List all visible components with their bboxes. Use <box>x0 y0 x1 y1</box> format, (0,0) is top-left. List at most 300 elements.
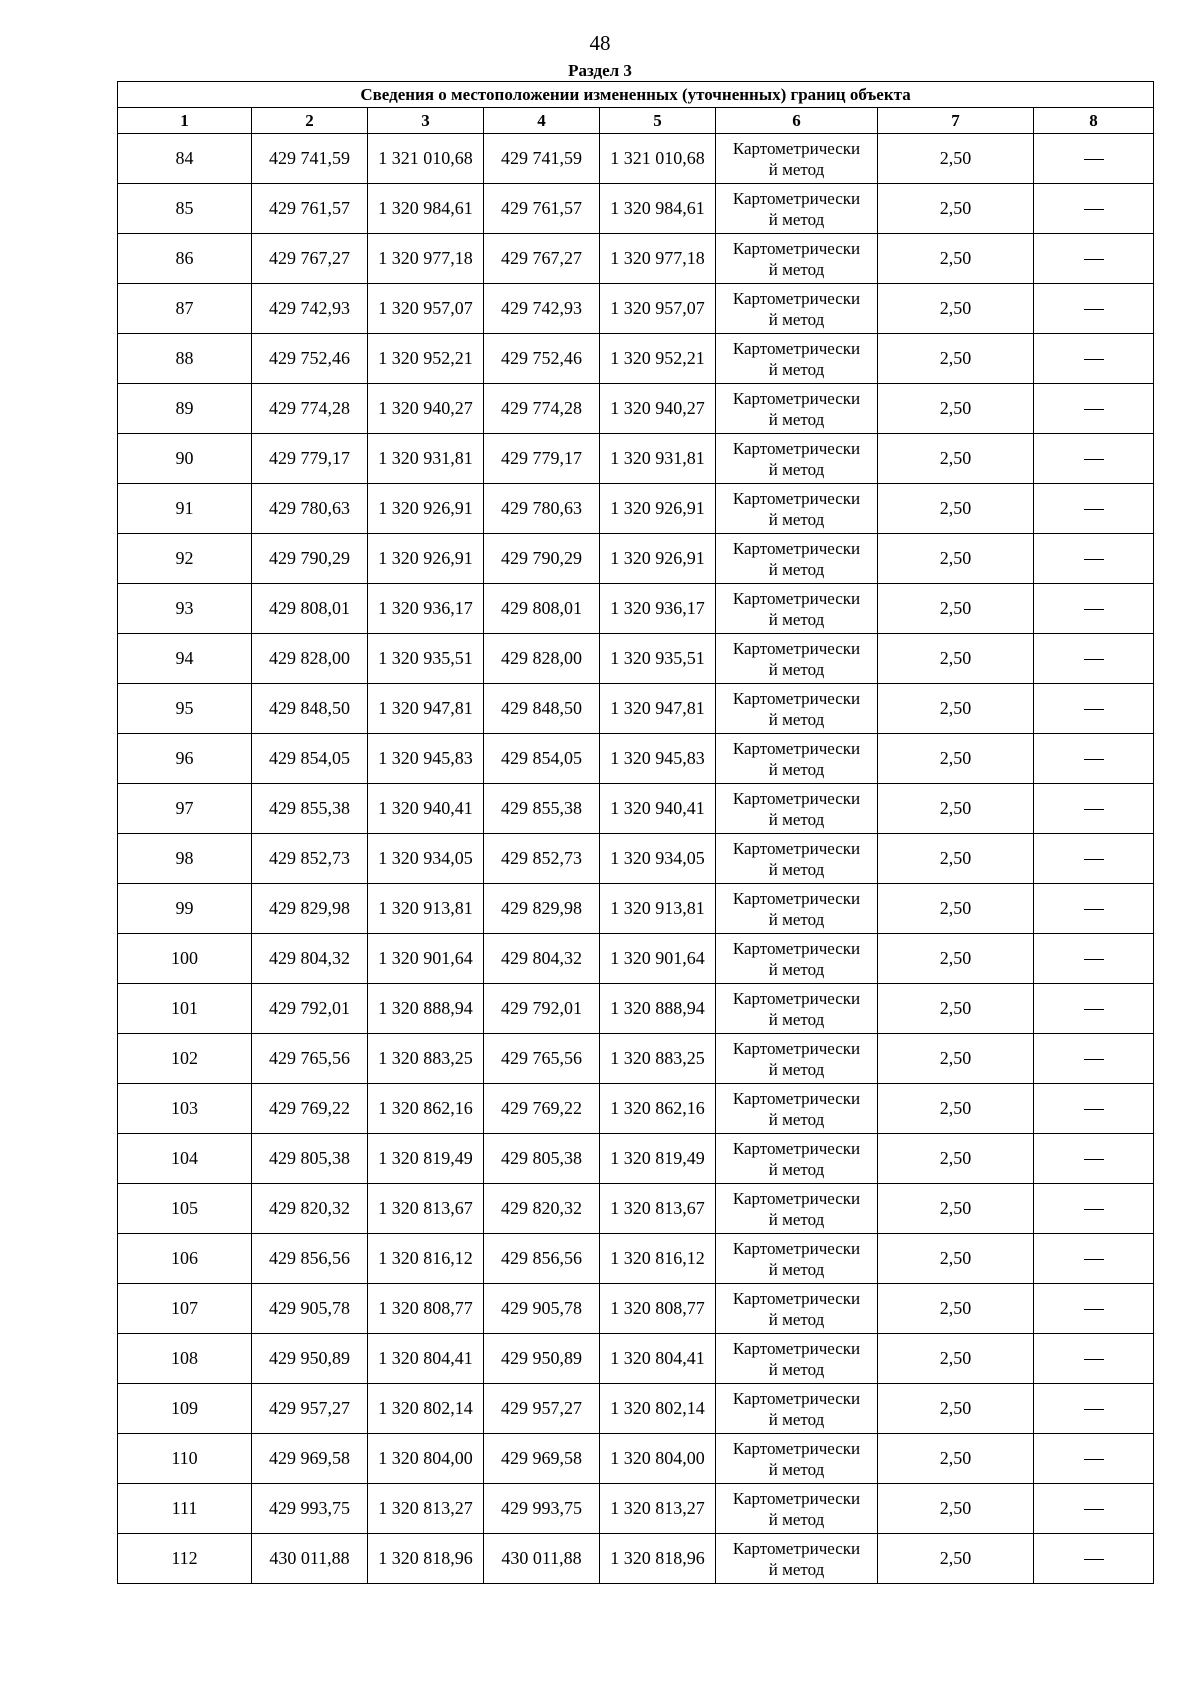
method-text: Картометрически <box>732 1438 861 1458</box>
accuracy-cell: 2,50 <box>878 434 1034 484</box>
x-new-cell: 429 856,56 <box>484 1234 600 1284</box>
method-text: й метод <box>768 309 825 329</box>
dash-mark <box>1084 159 1104 160</box>
x-existing-cell: 429 804,32 <box>252 934 368 984</box>
x-existing-cell: 429 752,46 <box>252 334 368 384</box>
y-existing-cell: 1 320 947,81 <box>368 684 484 734</box>
dash-mark <box>1084 1009 1104 1010</box>
section-title: Раздел 3 <box>568 61 632 80</box>
table-row <box>118 134 1154 184</box>
method-cell <box>716 484 878 534</box>
method-text: Картометрически <box>732 188 861 208</box>
dash-mark <box>1084 859 1104 860</box>
x-new-cell: 429 969,58 <box>484 1434 600 1484</box>
accuracy-cell: 2,50 <box>878 584 1034 634</box>
y-new-cell: 1 320 813,67 <box>600 1184 716 1234</box>
x-existing-cell: 429 780,63 <box>252 484 368 534</box>
x-new-cell: 429 828,00 <box>484 634 600 684</box>
x-new-cell: 429 905,78 <box>484 1284 600 1334</box>
method-text: Картометрически <box>732 1088 861 1108</box>
y-new-cell: 1 320 947,81 <box>600 684 716 734</box>
description-cell <box>1034 584 1154 634</box>
accuracy-cell: 2,50 <box>878 934 1034 984</box>
description-cell <box>1034 334 1154 384</box>
y-new-cell: 1 320 957,07 <box>600 284 716 334</box>
y-existing-cell: 1 320 935,51 <box>368 634 484 684</box>
accuracy-cell: 2,50 <box>878 1234 1034 1284</box>
column-number: 8 <box>1034 108 1154 134</box>
boundary-coordinates-table <box>117 81 1154 1584</box>
table-row <box>118 584 1154 634</box>
accuracy-cell: 2,50 <box>878 784 1034 834</box>
method-text: й метод <box>768 759 825 779</box>
method-text: Картометрически <box>732 138 861 158</box>
x-existing-cell: 429 820,32 <box>252 1184 368 1234</box>
accuracy-cell: 2,50 <box>878 134 1034 184</box>
y-existing-cell: 1 320 819,49 <box>368 1134 484 1184</box>
method-text: Картометрически <box>732 1238 861 1258</box>
method-text: й метод <box>768 909 825 929</box>
y-new-cell: 1 320 936,17 <box>600 584 716 634</box>
accuracy-cell: 2,50 <box>878 534 1034 584</box>
description-cell <box>1034 384 1154 434</box>
table-row <box>118 1234 1154 1284</box>
table-row <box>118 1134 1154 1184</box>
method-text: й метод <box>768 1409 825 1429</box>
x-existing-cell: 429 792,01 <box>252 984 368 1034</box>
x-existing-cell: 429 779,17 <box>252 434 368 484</box>
method-text: й метод <box>768 1059 825 1079</box>
accuracy-cell: 2,50 <box>878 1334 1034 1384</box>
method-cell <box>716 534 878 584</box>
x-existing-cell: 429 854,05 <box>252 734 368 784</box>
accuracy-cell: 2,50 <box>878 1284 1034 1334</box>
method-text: й метод <box>768 959 825 979</box>
accuracy-cell: 2,50 <box>878 884 1034 934</box>
x-existing-cell: 429 742,93 <box>252 284 368 334</box>
dash-mark <box>1084 1409 1104 1410</box>
point-number-cell: 106 <box>118 1234 252 1284</box>
dash-mark <box>1084 309 1104 310</box>
table-row <box>118 1384 1154 1434</box>
y-existing-cell: 1 320 952,21 <box>368 334 484 384</box>
method-text: Картометрически <box>732 688 861 708</box>
point-number-cell: 84 <box>118 134 252 184</box>
x-existing-cell: 429 856,56 <box>252 1234 368 1284</box>
table-row <box>118 934 1154 984</box>
table-row <box>118 1334 1154 1384</box>
method-text: Картометрически <box>732 888 861 908</box>
accuracy-cell: 2,50 <box>878 234 1034 284</box>
accuracy-cell: 2,50 <box>878 984 1034 1034</box>
method-text: й метод <box>768 1459 825 1479</box>
table-row <box>118 734 1154 784</box>
method-cell <box>716 1284 878 1334</box>
description-cell <box>1034 1484 1154 1534</box>
method-cell <box>716 834 878 884</box>
dash-mark <box>1084 1459 1104 1460</box>
y-new-cell: 1 320 913,81 <box>600 884 716 934</box>
point-number-cell: 86 <box>118 234 252 284</box>
method-text: й метод <box>768 1309 825 1329</box>
table-row <box>118 1484 1154 1534</box>
x-new-cell: 429 820,32 <box>484 1184 600 1234</box>
description-cell <box>1034 984 1154 1034</box>
table-row <box>118 1184 1154 1234</box>
dash-mark <box>1084 1309 1104 1310</box>
method-text: Картометрически <box>732 1188 861 1208</box>
method-text: Картометрически <box>732 388 861 408</box>
point-number-cell: 92 <box>118 534 252 584</box>
dash-mark <box>1084 809 1104 810</box>
method-text: Картометрически <box>732 638 861 658</box>
x-new-cell: 429 829,98 <box>484 884 600 934</box>
method-text: й метод <box>768 809 825 829</box>
table-row <box>118 1534 1154 1584</box>
y-new-cell: 1 320 934,05 <box>600 834 716 884</box>
x-existing-cell: 429 848,50 <box>252 684 368 734</box>
point-number-cell: 98 <box>118 834 252 884</box>
method-text: й метод <box>768 1509 825 1529</box>
y-existing-cell: 1 321 010,68 <box>368 134 484 184</box>
method-text: Картометрически <box>732 988 861 1008</box>
y-new-cell: 1 320 977,18 <box>600 234 716 284</box>
x-new-cell: 429 855,38 <box>484 784 600 834</box>
description-cell <box>1034 884 1154 934</box>
y-new-cell: 1 320 945,83 <box>600 734 716 784</box>
method-cell <box>716 1184 878 1234</box>
description-cell <box>1034 1084 1154 1134</box>
table-caption: Сведения о местоположении измененных (уточненных) границ объекта <box>118 82 1154 108</box>
method-text: й метод <box>768 159 825 179</box>
description-cell <box>1034 1034 1154 1084</box>
dash-mark <box>1084 1059 1104 1060</box>
accuracy-cell: 2,50 <box>878 1484 1034 1534</box>
method-text: й метод <box>768 1209 825 1229</box>
point-number-cell: 97 <box>118 784 252 834</box>
table-row <box>118 1434 1154 1484</box>
y-new-cell: 1 320 935,51 <box>600 634 716 684</box>
y-existing-cell: 1 320 802,14 <box>368 1384 484 1434</box>
method-cell <box>716 1434 878 1484</box>
method-text: Картометрически <box>732 1138 861 1158</box>
y-new-cell: 1 320 804,00 <box>600 1434 716 1484</box>
method-text: й метод <box>768 1559 825 1579</box>
y-new-cell: 1 320 813,27 <box>600 1484 716 1534</box>
x-new-cell: 429 761,57 <box>484 184 600 234</box>
column-number: 5 <box>600 108 716 134</box>
point-number-cell: 87 <box>118 284 252 334</box>
y-new-cell: 1 320 888,94 <box>600 984 716 1034</box>
dash-mark <box>1084 459 1104 460</box>
y-new-cell: 1 320 926,91 <box>600 534 716 584</box>
point-number-cell: 109 <box>118 1384 252 1434</box>
accuracy-cell: 2,50 <box>878 834 1034 884</box>
x-existing-cell: 429 767,27 <box>252 234 368 284</box>
method-cell <box>716 634 878 684</box>
description-cell <box>1034 784 1154 834</box>
description-cell <box>1034 1384 1154 1434</box>
x-new-cell: 430 011,88 <box>484 1534 600 1584</box>
x-new-cell: 429 993,75 <box>484 1484 600 1534</box>
method-cell <box>716 334 878 384</box>
method-text: Картометрически <box>732 1338 861 1358</box>
x-new-cell: 429 779,17 <box>484 434 600 484</box>
method-text: Картометрически <box>732 538 861 558</box>
y-existing-cell: 1 320 804,00 <box>368 1434 484 1484</box>
x-existing-cell: 429 765,56 <box>252 1034 368 1084</box>
description-cell <box>1034 134 1154 184</box>
accuracy-cell: 2,50 <box>878 284 1034 334</box>
method-text: й метод <box>768 1359 825 1379</box>
description-cell <box>1034 734 1154 784</box>
table-row <box>118 434 1154 484</box>
y-new-cell: 1 320 940,41 <box>600 784 716 834</box>
x-new-cell: 429 741,59 <box>484 134 600 184</box>
accuracy-cell: 2,50 <box>878 1384 1034 1434</box>
description-cell <box>1034 234 1154 284</box>
y-existing-cell: 1 320 926,91 <box>368 534 484 584</box>
method-text: Картометрически <box>732 1388 861 1408</box>
y-existing-cell: 1 320 984,61 <box>368 184 484 234</box>
column-number: 6 <box>716 108 878 134</box>
column-number-row <box>118 108 1154 134</box>
method-text: Картометрически <box>732 1488 861 1508</box>
description-cell <box>1034 634 1154 684</box>
y-existing-cell: 1 320 913,81 <box>368 884 484 934</box>
method-text: й метод <box>768 259 825 279</box>
method-text: й метод <box>768 1109 825 1129</box>
point-number-cell: 85 <box>118 184 252 234</box>
column-number: 2 <box>252 108 368 134</box>
x-new-cell: 429 854,05 <box>484 734 600 784</box>
x-existing-cell: 429 957,27 <box>252 1384 368 1434</box>
point-number-cell: 112 <box>118 1534 252 1584</box>
description-cell <box>1034 534 1154 584</box>
accuracy-cell: 2,50 <box>878 734 1034 784</box>
y-existing-cell: 1 320 813,27 <box>368 1484 484 1534</box>
description-cell <box>1034 934 1154 984</box>
y-new-cell: 1 320 862,16 <box>600 1084 716 1134</box>
y-existing-cell: 1 320 977,18 <box>368 234 484 284</box>
accuracy-cell: 2,50 <box>878 184 1034 234</box>
accuracy-cell: 2,50 <box>878 484 1034 534</box>
point-number-cell: 91 <box>118 484 252 534</box>
dash-mark <box>1084 1509 1104 1510</box>
x-existing-cell: 430 011,88 <box>252 1534 368 1584</box>
x-existing-cell: 429 774,28 <box>252 384 368 434</box>
method-text: Картометрически <box>732 938 861 958</box>
x-new-cell: 429 774,28 <box>484 384 600 434</box>
dash-mark <box>1084 759 1104 760</box>
y-existing-cell: 1 320 813,67 <box>368 1184 484 1234</box>
dash-mark <box>1084 1159 1104 1160</box>
y-new-cell: 1 320 940,27 <box>600 384 716 434</box>
column-number: 7 <box>878 108 1034 134</box>
method-text: Картометрически <box>732 588 861 608</box>
y-existing-cell: 1 320 901,64 <box>368 934 484 984</box>
method-text: Картометрически <box>732 838 861 858</box>
method-text: й метод <box>768 609 825 629</box>
method-text: й метод <box>768 459 825 479</box>
method-cell <box>716 734 878 784</box>
method-cell <box>716 284 878 334</box>
y-existing-cell: 1 320 818,96 <box>368 1534 484 1584</box>
x-existing-cell: 429 808,01 <box>252 584 368 634</box>
method-cell <box>716 784 878 834</box>
method-text: Картометрически <box>732 338 861 358</box>
x-existing-cell: 429 828,00 <box>252 634 368 684</box>
method-text: Картометрически <box>732 488 861 508</box>
x-new-cell: 429 769,22 <box>484 1084 600 1134</box>
dash-mark <box>1084 609 1104 610</box>
point-number-cell: 95 <box>118 684 252 734</box>
table-row <box>118 234 1154 284</box>
x-existing-cell: 429 993,75 <box>252 1484 368 1534</box>
x-new-cell: 429 852,73 <box>484 834 600 884</box>
dash-mark <box>1084 559 1104 560</box>
point-number-cell: 107 <box>118 1284 252 1334</box>
description-cell <box>1034 1434 1154 1484</box>
point-number-cell: 100 <box>118 934 252 984</box>
accuracy-cell: 2,50 <box>878 1434 1034 1484</box>
dash-mark <box>1084 1209 1104 1210</box>
table-row <box>118 334 1154 384</box>
method-text: й метод <box>768 659 825 679</box>
method-cell <box>716 984 878 1034</box>
point-number-cell: 105 <box>118 1184 252 1234</box>
table-row <box>118 1084 1154 1134</box>
method-cell <box>716 384 878 434</box>
y-new-cell: 1 320 802,14 <box>600 1384 716 1434</box>
y-existing-cell: 1 320 883,25 <box>368 1034 484 1084</box>
x-new-cell: 429 805,38 <box>484 1134 600 1184</box>
y-new-cell: 1 320 952,21 <box>600 334 716 384</box>
point-number-cell: 110 <box>118 1434 252 1484</box>
y-existing-cell: 1 320 936,17 <box>368 584 484 634</box>
description-cell <box>1034 434 1154 484</box>
table-row <box>118 484 1154 534</box>
table-row <box>118 684 1154 734</box>
y-new-cell: 1 320 901,64 <box>600 934 716 984</box>
method-text: й метод <box>768 859 825 879</box>
x-existing-cell: 429 855,38 <box>252 784 368 834</box>
description-cell <box>1034 1184 1154 1234</box>
accuracy-cell: 2,50 <box>878 1184 1034 1234</box>
description-cell <box>1034 484 1154 534</box>
method-text: Картометрически <box>732 788 861 808</box>
x-new-cell: 429 767,27 <box>484 234 600 284</box>
dash-mark <box>1084 659 1104 660</box>
method-cell <box>716 1234 878 1284</box>
method-cell <box>716 1134 878 1184</box>
x-new-cell: 429 792,01 <box>484 984 600 1034</box>
method-text: Картометрически <box>732 438 861 458</box>
point-number-cell: 103 <box>118 1084 252 1134</box>
point-number-cell: 99 <box>118 884 252 934</box>
x-existing-cell: 429 761,57 <box>252 184 368 234</box>
point-number-cell: 101 <box>118 984 252 1034</box>
table-row <box>118 1034 1154 1084</box>
accuracy-cell: 2,50 <box>878 684 1034 734</box>
method-cell <box>716 1484 878 1534</box>
table-row <box>118 184 1154 234</box>
x-new-cell: 429 765,56 <box>484 1034 600 1084</box>
y-new-cell: 1 320 883,25 <box>600 1034 716 1084</box>
method-text: й метод <box>768 1009 825 1029</box>
x-existing-cell: 429 829,98 <box>252 884 368 934</box>
accuracy-cell: 2,50 <box>878 1034 1034 1084</box>
x-new-cell: 429 808,01 <box>484 584 600 634</box>
column-number: 3 <box>368 108 484 134</box>
accuracy-cell: 2,50 <box>878 1534 1034 1584</box>
point-number-cell: 88 <box>118 334 252 384</box>
y-existing-cell: 1 320 940,27 <box>368 384 484 434</box>
table-row <box>118 1284 1154 1334</box>
y-existing-cell: 1 320 888,94 <box>368 984 484 1034</box>
table-row <box>118 834 1154 884</box>
dash-mark <box>1084 1109 1104 1110</box>
x-existing-cell: 429 790,29 <box>252 534 368 584</box>
dash-mark <box>1084 509 1104 510</box>
description-cell <box>1034 1134 1154 1184</box>
y-new-cell: 1 320 926,91 <box>600 484 716 534</box>
x-new-cell: 429 790,29 <box>484 534 600 584</box>
y-existing-cell: 1 320 957,07 <box>368 284 484 334</box>
x-new-cell: 429 742,93 <box>484 284 600 334</box>
description-cell <box>1034 1284 1154 1334</box>
y-existing-cell: 1 320 934,05 <box>368 834 484 884</box>
y-existing-cell: 1 320 940,41 <box>368 784 484 834</box>
method-text: й метод <box>768 409 825 429</box>
y-existing-cell: 1 320 945,83 <box>368 734 484 784</box>
x-new-cell: 429 752,46 <box>484 334 600 384</box>
x-existing-cell: 429 969,58 <box>252 1434 368 1484</box>
method-text: Картометрически <box>732 238 861 258</box>
dash-mark <box>1084 259 1104 260</box>
dash-mark <box>1084 1559 1104 1560</box>
x-existing-cell: 429 769,22 <box>252 1084 368 1134</box>
method-text: Картометрически <box>732 288 861 308</box>
accuracy-cell: 2,50 <box>878 1084 1034 1134</box>
point-number-cell: 89 <box>118 384 252 434</box>
x-existing-cell: 429 852,73 <box>252 834 368 884</box>
method-cell <box>716 434 878 484</box>
dash-mark <box>1084 1259 1104 1260</box>
accuracy-cell: 2,50 <box>878 1134 1034 1184</box>
description-cell <box>1034 284 1154 334</box>
accuracy-cell: 2,50 <box>878 634 1034 684</box>
table-row <box>118 634 1154 684</box>
method-text: й метод <box>768 1159 825 1179</box>
table-row <box>118 984 1154 1034</box>
point-number-cell: 93 <box>118 584 252 634</box>
method-cell <box>716 934 878 984</box>
table-body <box>118 134 1154 1584</box>
column-number: 1 <box>118 108 252 134</box>
method-text: й метод <box>768 559 825 579</box>
page-number: 48 <box>589 31 611 55</box>
dash-mark <box>1084 709 1104 710</box>
y-existing-cell: 1 320 931,81 <box>368 434 484 484</box>
method-cell <box>716 1084 878 1134</box>
x-new-cell: 429 848,50 <box>484 684 600 734</box>
y-existing-cell: 1 320 816,12 <box>368 1234 484 1284</box>
table-row <box>118 284 1154 334</box>
x-existing-cell: 429 905,78 <box>252 1284 368 1334</box>
column-number: 4 <box>484 108 600 134</box>
table-row <box>118 784 1154 834</box>
